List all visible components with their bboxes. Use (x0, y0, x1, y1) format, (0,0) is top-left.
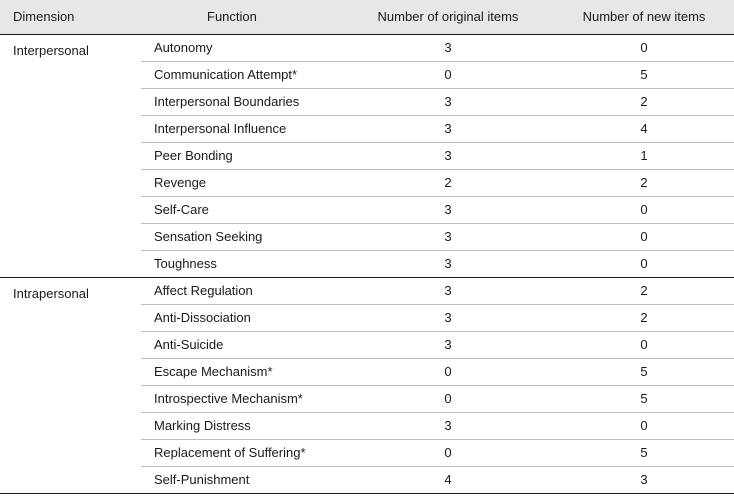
original-items-cell: 3 (342, 250, 554, 277)
header-dimension: Dimension (0, 0, 141, 34)
function-cell: Anti-Suicide (141, 331, 342, 358)
table-body (0, 34, 734, 493)
new-items-cell: 0 (554, 412, 734, 439)
new-items-cell: 4 (554, 115, 734, 142)
new-items-cell: 0 (554, 196, 734, 223)
dimension-cell: Interpersonal (0, 34, 141, 277)
original-items-cell: 3 (342, 223, 554, 250)
original-items-cell: 3 (342, 34, 554, 61)
function-cell: Marking Distress (141, 412, 342, 439)
function-cell: Introspective Mechanism* (141, 385, 342, 412)
original-items-cell: 0 (342, 61, 554, 88)
original-items-cell: 2 (342, 169, 554, 196)
new-items-cell: 5 (554, 439, 734, 466)
header-new-items: Number of new items (554, 0, 734, 34)
function-cell: Replacement of Suffering* (141, 439, 342, 466)
new-items-cell: 1 (554, 142, 734, 169)
original-items-cell: 3 (342, 331, 554, 358)
new-items-cell: 2 (554, 277, 734, 304)
new-items-cell: 0 (554, 34, 734, 61)
original-items-cell: 3 (342, 304, 554, 331)
header-function: Function (141, 0, 342, 34)
function-cell: Self-Punishment (141, 466, 342, 493)
function-cell: Revenge (141, 169, 342, 196)
new-items-cell: 3 (554, 466, 734, 493)
new-items-cell: 0 (554, 331, 734, 358)
new-items-cell: 2 (554, 88, 734, 115)
original-items-cell: 0 (342, 385, 554, 412)
dimension-cell: Intrapersonal (0, 277, 141, 493)
function-cell: Toughness (141, 250, 342, 277)
function-cell: Sensation Seeking (141, 223, 342, 250)
table-row (0, 277, 734, 304)
function-cell: Interpersonal Influence (141, 115, 342, 142)
original-items-cell: 3 (342, 88, 554, 115)
original-items-cell: 4 (342, 466, 554, 493)
original-items-cell: 0 (342, 358, 554, 385)
new-items-cell: 5 (554, 61, 734, 88)
original-items-cell: 3 (342, 115, 554, 142)
original-items-cell: 3 (342, 196, 554, 223)
new-items-cell: 2 (554, 304, 734, 331)
new-items-cell: 0 (554, 250, 734, 277)
function-cell: Escape Mechanism* (141, 358, 342, 385)
function-cell: Interpersonal Boundaries (141, 88, 342, 115)
header-row (0, 0, 734, 34)
function-cell: Autonomy (141, 34, 342, 61)
original-items-cell: 3 (342, 277, 554, 304)
function-cell: Affect Regulation (141, 277, 342, 304)
new-items-cell: 0 (554, 223, 734, 250)
function-cell: Communication Attempt* (141, 61, 342, 88)
original-items-cell: 0 (342, 439, 554, 466)
new-items-cell: 5 (554, 358, 734, 385)
function-cell: Anti-Dissociation (141, 304, 342, 331)
table-row (0, 34, 734, 61)
new-items-cell: 5 (554, 385, 734, 412)
function-cell: Peer Bonding (141, 142, 342, 169)
table-header (0, 0, 734, 34)
header-original-items: Number of original items (342, 0, 554, 34)
function-cell: Self-Care (141, 196, 342, 223)
original-items-cell: 3 (342, 142, 554, 169)
original-items-cell: 3 (342, 412, 554, 439)
new-items-cell: 2 (554, 169, 734, 196)
